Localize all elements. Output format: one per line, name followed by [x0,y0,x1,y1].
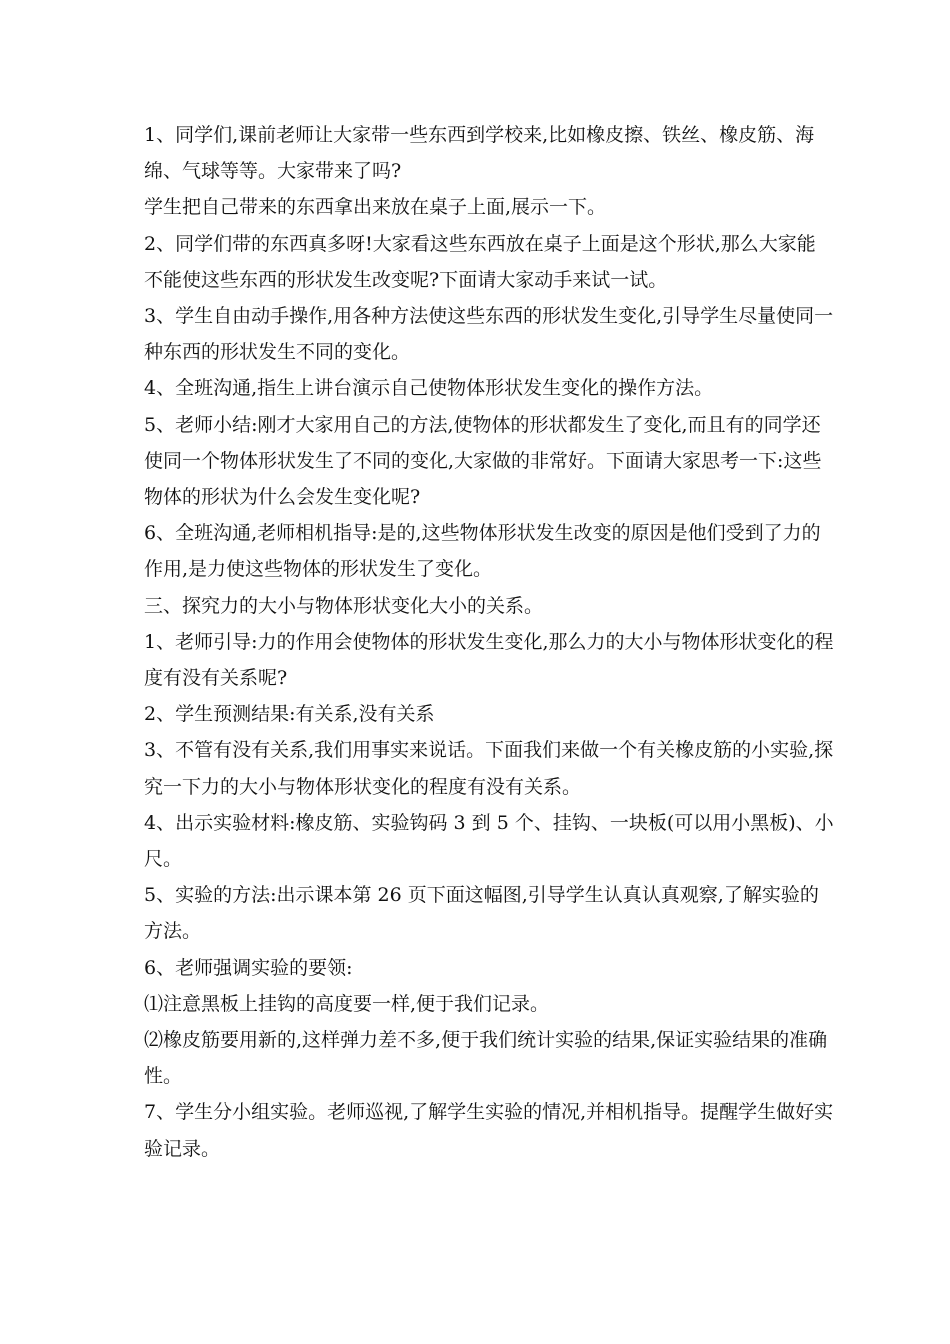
paragraph-14: 6、老师强调实验的要领: [144,956,353,979]
paragraph-5: 4、全班沟通,指生上讲台演示自己使物体形状发生变化的操作方法。 [144,377,714,400]
paragraph-13: 5、实验的方法:出示课本第 26 页下面这幅图,引导学生认真认真观察,了解实验的方法。 [144,884,819,943]
paragraph-12: 4、出示实验材料:橡皮筋、实验钩码 3 到 5 个、挂钩、一块板(可以用小黑板)、小尺。 [144,811,834,871]
paragraph-15: ⑴注意黑板上挂钩的高度要一样,便于我们记录。 [144,992,550,1015]
paragraph-6: 5、老师小结:刚才大家用自己的方法,使物体的形状都发生了变化,而且有的同学还使同一个物体形状发生了不同的变化,大家做的非常好。下面请大家思考一下:这些物体的形状为什么会发生变化呢? [144,413,822,509]
paragraph-7: 6、全班沟通,老师相机指导:是的,这些物体形状发生改变的原因是他们受到了力的作用,是力使这些物体的形状发生了变化。 [144,522,821,581]
paragraph-11: 3、不管有没有关系,我们用事实来说话。下面我们来做一个有关橡皮筋的小实验,探究一下力的大小与物体形状变化的程度有没有关系。 [144,739,834,798]
paragraph-17: 7、学生分小组实验。老师巡视,了解学生实验的情况,并相机指导。提醒学生做好实验记录。 [144,1101,834,1160]
document-body [144,117,834,1167]
paragraph-1: 1、同学们,课前老师让大家带一些东西到学校来,比如橡皮擦、铁丝、橡皮筋、海绵、气球等等。大家带来了吗? [144,124,815,183]
paragraph-3: 2、同学们带的东西真多呀!大家看这些东西放在桌子上面是这个形状,那么大家能不能使这些东西的形状发生改变呢?下面请大家动手来试一试。 [144,232,816,291]
section-heading: 三、探究力的大小与物体形状变化大小的关系。 [144,594,544,617]
paragraph-10: 2、学生预测结果:有关系,没有关系 [144,703,435,726]
paragraph-9: 1、老师引导:力的作用会使物体的形状发生变化,那么力的大小与物体形状变化的程度有没有关系呢? [144,630,834,690]
paragraph-4: 3、学生自由动手操作,用各种方法使这些东西的形状发生变化,引导学生尽量使同一种东西的形状发生不同的变化。 [144,305,834,364]
paragraph-16: ⑵橡皮筋要用新的,这样弹力差不多,便于我们统计实验的结果,保证实验结果的准确性。 [144,1029,828,1088]
paragraph-2: 学生把自己带来的东西拿出来放在桌子上面,展示一下。 [144,196,607,219]
